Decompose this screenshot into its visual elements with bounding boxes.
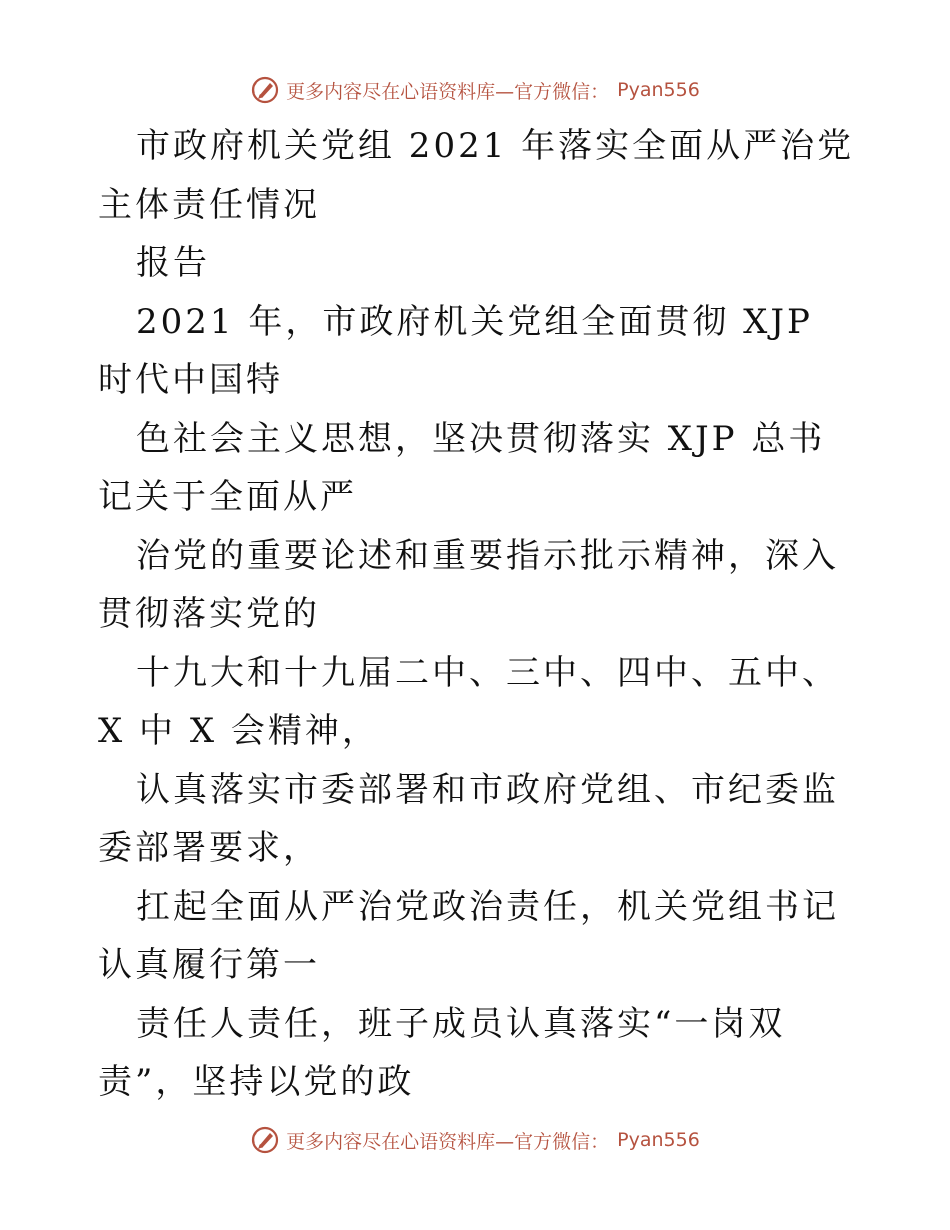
document-title-line: 市政府机关党组 2021 年落实全面从严治党主体责任情况 [98, 126, 855, 225]
watermark-wechat-id: Pyan556 [617, 1129, 700, 1151]
document-body [98, 117, 858, 1112]
body-paragraph: 2021 年，市政府机关党组全面贯彻 XJP 时代中国特 [98, 301, 813, 400]
watermark-banner-bottom [0, 1118, 950, 1162]
quill-pen-logo-icon [250, 75, 280, 105]
body-paragraph: 责任人责任，班子成员认真落实“一岗双责”，坚持以党的政 [98, 1003, 786, 1102]
body-paragraph: 治党的重要论述和重要指示批示精神，深入贯彻落实党的 [98, 535, 839, 634]
quill-pen-logo-icon [250, 1125, 280, 1155]
document-title-line-2: 报告 [136, 243, 210, 283]
body-paragraph: 色社会主义思想，坚决贯彻落实 XJP 总书记关于全面从严 [98, 418, 826, 517]
body-paragraph: 扛起全面从严治党政治责任，机关党组书记认真履行第一 [98, 886, 839, 985]
body-paragraph: 认真落实市委部署和市政府党组、市纪委监委部署要求， [98, 769, 839, 868]
body-paragraph: 十九大和十九届二中、三中、四中、五中、X 中 X 会精神， [98, 652, 839, 751]
watermark-wechat-id: Pyan556 [617, 79, 700, 101]
watermark-text: 更多内容尽在心语资料库—官方微信： [286, 80, 610, 103]
watermark-banner-top [0, 68, 950, 112]
watermark-text: 更多内容尽在心语资料库—官方微信： [286, 1130, 610, 1153]
